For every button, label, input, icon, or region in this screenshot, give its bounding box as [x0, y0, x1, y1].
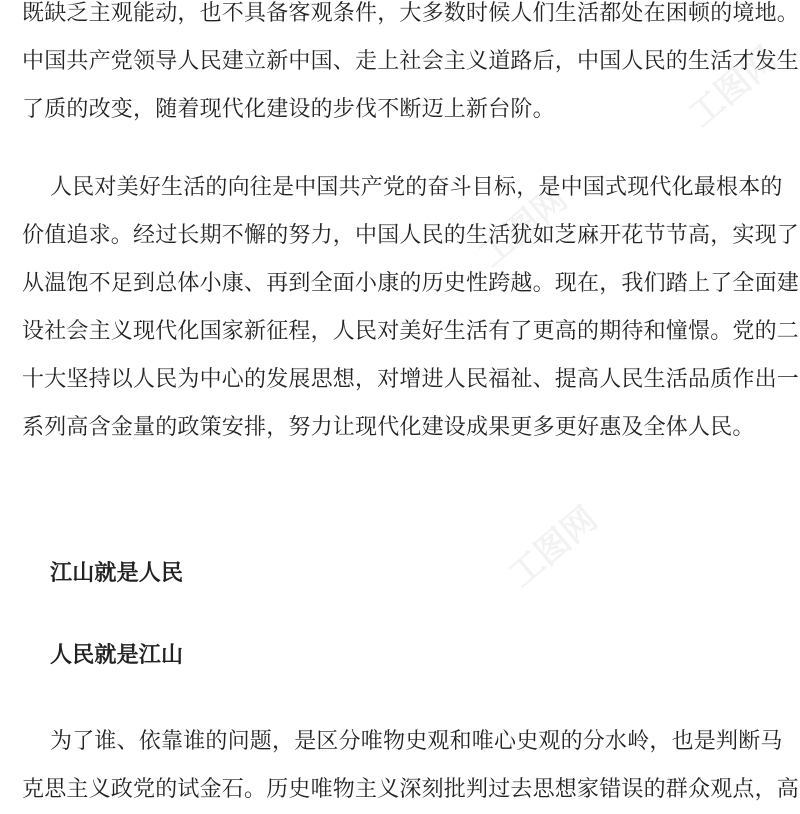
- text-line: 价值追求。经过长期不懈的努力，中国人民的生活犹如芝麻开花节节高，实现了: [22, 223, 800, 248]
- section-heading: 江山就是人民: [50, 561, 184, 586]
- watermark: 工图网: [681, 39, 786, 136]
- text-line: 既缺乏主观能动，也不具备客观条件，大多数时候人们生活都处在困顿的境地。: [22, 1, 800, 26]
- text-line: 设社会主义现代化国家新征程，人民对美好生活有了更高的期待和憧憬。党的二: [22, 319, 800, 344]
- section-heading: 人民就是江山: [50, 643, 184, 668]
- text-line: 人民对美好生活的向往是中国共产党的奋斗目标，是中国式现代化最根本的: [50, 175, 783, 200]
- heading-2: [22, 632, 782, 680]
- paragraph-2: [22, 164, 800, 452]
- text-line: 十大坚持以人民为中心的发展思想，对增进人民福祉、提高人民生活品质作出一: [22, 367, 800, 392]
- text-line: 了质的改变，随着现代化建设的步伐不断迈上新台阶。: [22, 97, 555, 122]
- text-line: 从温饱不足到总体小康、再到全面小康的历史性跨越。现在，我们踏上了全面建: [22, 271, 800, 296]
- text-line: 系列高含金量的政策安排，努力让现代化建设成果更多更好惠及全体人民。: [22, 415, 755, 440]
- text-line: 克思主义政党的试金石。历史唯物主义深刻批判过去思想家错误的群众观点，高: [22, 777, 800, 802]
- watermark: 工图网: [471, 179, 576, 276]
- text-line: 中国共产党领导人民建立新中国、走上社会主义道路后，中国人民的生活才发生: [22, 49, 800, 74]
- text-line: 为了谁、依靠谁的问题，是区分唯物史观和唯心史观的分水岭，也是判断马: [50, 729, 783, 754]
- heading-1: [22, 550, 782, 598]
- watermark: 工图网: [501, 499, 606, 596]
- paragraph-1: [22, 0, 800, 134]
